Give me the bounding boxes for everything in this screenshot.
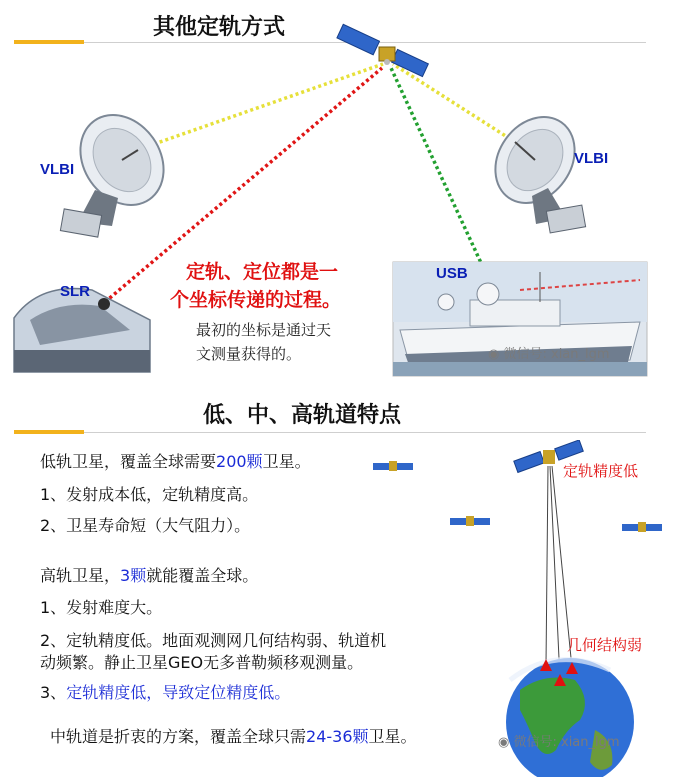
high-orbit-item3-num: 3、 <box>40 683 67 702</box>
label-vlbi-left: VLBI <box>40 161 75 178</box>
orbit-geometry-diagram <box>360 440 674 777</box>
link-vlbi-left <box>137 64 383 150</box>
watermark-top <box>488 343 610 362</box>
link-usb <box>391 68 488 278</box>
high-orbit-item1: 1、发射难度大。 <box>40 598 163 617</box>
vlbi-antenna-right-icon <box>479 102 591 233</box>
coordinate-transfer-text <box>170 258 390 314</box>
high-orbit-pre: 高轨卫星， <box>40 566 121 585</box>
watermark-bottom <box>498 731 620 750</box>
vlbi-antenna-left-icon <box>60 99 180 237</box>
label-geometry-weak: 几何结构弱 <box>567 636 643 654</box>
high-orbit-item2-line2: 动频繁。静止卫星GEO无多普勒频移观测量。 <box>40 653 364 672</box>
link-vlbi-right <box>393 64 515 142</box>
high-orbit-item3-text: 定轨精度低，导致定位精度低。 <box>66 683 291 702</box>
satellite-icon <box>337 24 428 76</box>
label-slr: SLR <box>60 283 90 300</box>
low-orbit-pre: 低轨卫星，覆盖全球需要 <box>40 452 217 471</box>
note-line1: 最初的坐标是通过天 <box>196 321 332 339</box>
meo-pre: 中轨道是折衷的方案，覆盖全球只需 <box>50 727 307 746</box>
wechat-icon-bottom: ◉ <box>498 735 510 750</box>
label-precision-low: 定轨精度低 <box>563 462 639 480</box>
bottom-title: 低、中、高轨道特点 <box>203 403 402 428</box>
meo-post: 卫星。 <box>368 727 417 746</box>
high-orbit-count: 3颗 <box>120 566 147 585</box>
satellite-small-1-icon <box>373 461 413 471</box>
watermark-bottom-text: 微信号: xian_lgm <box>513 735 620 750</box>
low-orbit-count: 200颗 <box>216 452 263 471</box>
low-orbit-item2: 2、卫星寿命短（大气阻力）。 <box>40 516 251 535</box>
low-orbit-item1: 1、发射成本低，定轨精度高。 <box>40 485 259 504</box>
satellite-small-3-icon <box>622 522 662 532</box>
top-title: 其他定轨方式 <box>153 15 286 40</box>
bottom-divider <box>84 432 646 433</box>
meo-count: 24-36颗 <box>306 727 369 746</box>
label-usb: USB <box>436 265 468 282</box>
high-orbit-post: 就能覆盖全球。 <box>146 566 259 585</box>
note-line2: 文测量获得的。 <box>196 345 302 363</box>
high-orbit-item2-line1: 2、定轨精度低。地面观测网几何结构弱、轨道机 <box>40 631 387 650</box>
red-text-line1: 定轨、定位都是一 <box>186 261 339 283</box>
earth-globe-icon <box>506 658 634 777</box>
watermark-top-text: 微信号: xian_lgm <box>503 347 610 362</box>
low-orbit-post: 卫星。 <box>262 452 311 471</box>
astronomy-note <box>196 318 331 366</box>
satellite-small-2-icon <box>450 516 490 526</box>
low-orbit-heading <box>40 449 311 472</box>
high-orbit-heading <box>40 563 258 586</box>
red-text-line2: 个坐标传递的过程。 <box>170 289 342 311</box>
label-vlbi-right: VLBI <box>574 150 609 167</box>
high-orbit-item3 <box>40 680 290 703</box>
slr-station-icon <box>14 289 150 372</box>
bottom-accent-bar <box>14 430 84 434</box>
wechat-icon: ◉ <box>488 347 500 362</box>
